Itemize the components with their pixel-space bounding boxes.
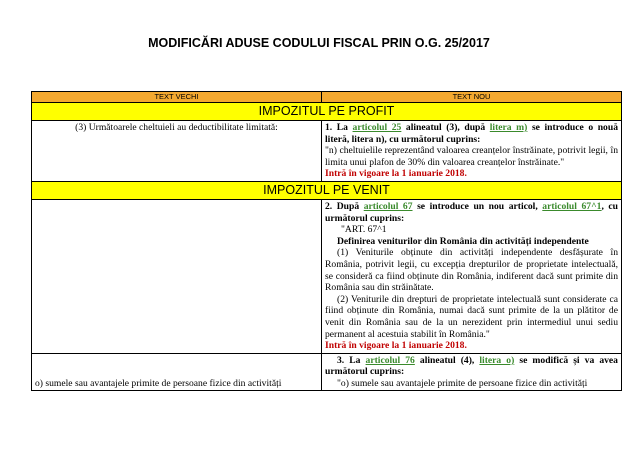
article-heading: "ART. 67^1 [341, 224, 387, 236]
page-title: MODIFICĂRI ADUSE CODULUI FISCAL PRIN O.G. 25/2017 [148, 36, 490, 50]
article-link[interactable]: articolul 67^1 [542, 200, 602, 212]
intro-text: alineatul (4), [414, 354, 480, 366]
old-text-cell: (3) Următoarele cheltuieli au deductibilitate limitată: [32, 121, 322, 182]
old-text-cell: o) sumele sau avantajele primite de persoane fizice din activități [32, 353, 322, 391]
amendment-intro [325, 122, 618, 145]
amendments-table [31, 91, 622, 391]
intro-text: alineatul (3), după [401, 122, 490, 133]
section-title-venit: IMPOZITUL PE VENIT [32, 181, 622, 199]
section-row-venit [32, 181, 622, 199]
article-link[interactable]: articolul 76 [365, 354, 415, 366]
article-link[interactable]: articolul 25 [352, 122, 402, 133]
article-link[interactable]: articolul 67 [363, 200, 413, 212]
paragraph-2: (2) Veniturile din drepturi de proprietate intelectuală sunt considerate ca fiind obținute din România, numai dacă sunt primite de la un plătitor de venit din România sau de la un nerezident prin intermediul unui sediu permanent al acestuia stabilit în România." [325, 293, 618, 340]
intro-text: 2. După [325, 200, 364, 212]
amendment-intro [325, 201, 618, 224]
intro-text: se introduce un nou articol, [412, 200, 543, 212]
article-title: Definirea veniturilor din România din activități independente [337, 235, 589, 247]
effective-date: Intră în vigoare la 1 ianuarie 2018. [325, 340, 467, 352]
amendment-intro [325, 355, 618, 378]
letter-link[interactable]: litera m) [489, 122, 528, 133]
effective-date: Intră în vigoare la 1 ianuarie 2018. [325, 168, 467, 180]
intro-text: 1. La [325, 122, 353, 133]
amendment-text: "n) cheltuielile reprezentând valoarea creanțelor înstrăinate, potrivit legii, în limita unui plafon de 30% din valoarea creanțelor înstrăinate." [325, 145, 618, 168]
table-row [32, 353, 622, 391]
new-text-cell [322, 353, 622, 391]
new-text-cell [322, 199, 622, 353]
section-title-profit: IMPOZITUL PE PROFIT [32, 103, 622, 121]
intro-text: 3. La [337, 354, 366, 366]
amendment-text: "o) sumele sau avantajele primite de persoane fizice din activități [337, 377, 588, 389]
column-header-new: TEXT NOU [322, 92, 622, 103]
intro-text: se introduce o nouă literă, litera n), cu următorul cuprins: [325, 122, 618, 145]
section-row-profit [32, 103, 622, 121]
table-row [32, 121, 622, 182]
new-text-cell [322, 121, 622, 182]
intro-text: se modifică și va avea următorul cuprins: [325, 354, 618, 378]
paragraph-1: (1) Veniturile obținute din activități independente desfășurate în România, potrivit legii, cu excepția drepturilor de proprietate intelectuală, se consideră ca fiind obținute din România, indiferent dacă sunt primite din România sau din străinătate. [325, 247, 618, 294]
column-header-old: TEXT VECHI [32, 92, 322, 103]
intro-text: , cu următorul cuprins: [325, 200, 619, 224]
letter-link[interactable]: litera o) [479, 354, 515, 366]
column-header-row [32, 92, 622, 103]
old-text-cell [32, 199, 322, 353]
table-row [32, 199, 622, 353]
